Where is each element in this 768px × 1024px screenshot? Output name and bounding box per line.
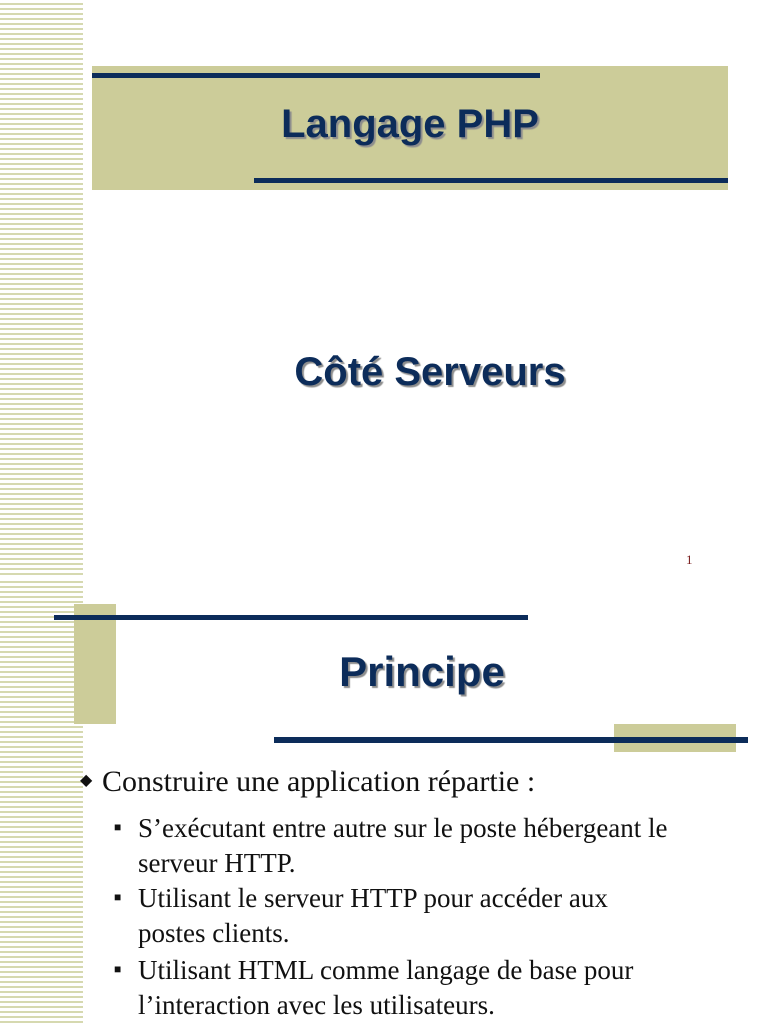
decorative-stripes <box>0 0 83 578</box>
heading-line-bottom <box>274 737 748 743</box>
slide-subtitle: Côté Serveurs <box>294 350 566 394</box>
sub-bullet-line: Utilisant le serveur HTTP pour accéder aux <box>138 883 608 913</box>
heading-line-top <box>54 615 528 620</box>
sub-bullet-item <box>114 882 744 949</box>
bullet-text: Construire une application répartie : <box>102 765 536 798</box>
square-bullet-icon: ■ <box>114 819 122 834</box>
sub-bullet-item <box>114 812 744 879</box>
sub-bullet-line: l’interaction avec les utilisateurs. <box>138 989 495 1020</box>
page-number: 1 <box>686 552 693 567</box>
sub-bullet-line: S’exécutant entre autre sur le poste hébergeant le <box>138 813 668 843</box>
sub-bullet-line: postes clients. <box>138 917 290 948</box>
sub-bullet-line: Utilisant HTML comme langage de base pour <box>138 955 634 985</box>
sub-bullet-item <box>114 954 744 1021</box>
square-bullet-icon: ■ <box>114 961 122 976</box>
sub-bullet-line: serveur HTTP. <box>138 847 296 878</box>
bullet-item <box>80 765 535 799</box>
square-bullet-icon: ■ <box>114 889 122 904</box>
diamond-bullet-icon: ◆ <box>80 772 93 790</box>
slide-heading: Principe <box>339 648 505 695</box>
decorative-stripes <box>0 578 83 1024</box>
slide-title: Langage PHP <box>281 102 539 146</box>
title-line-top <box>92 73 540 78</box>
title-line-bottom <box>254 178 728 183</box>
